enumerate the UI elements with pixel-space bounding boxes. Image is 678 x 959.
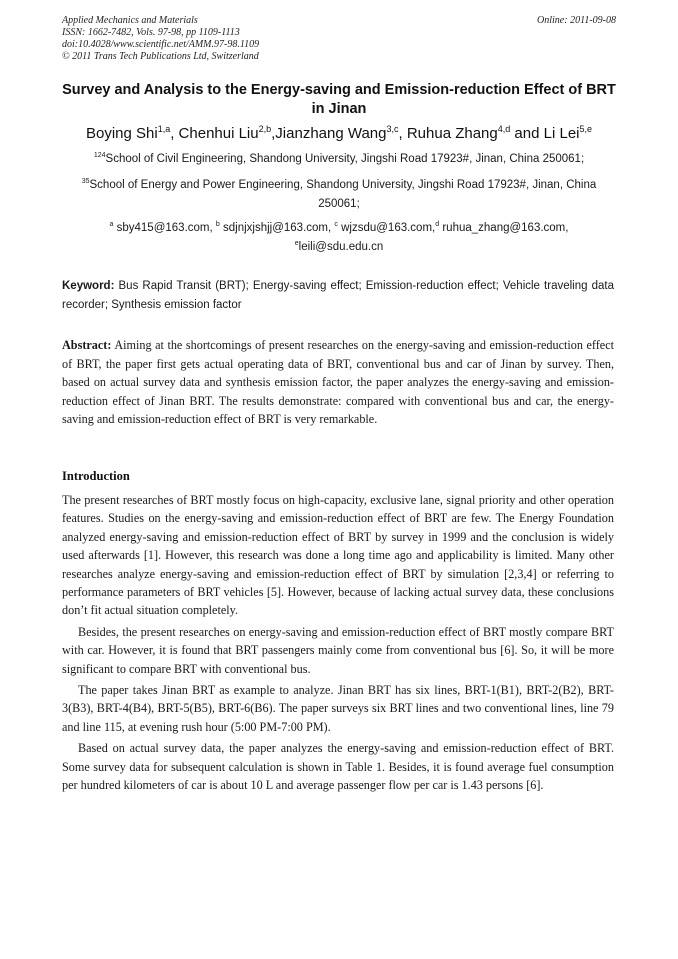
email: sby415@163.com,	[116, 222, 216, 234]
author-name: Chenhui Liu	[178, 125, 259, 142]
email-sup: b	[215, 221, 220, 229]
email-sup: e	[294, 240, 299, 248]
author-name: Boying Shi	[85, 125, 158, 142]
journal-copyright: © 2011 Trans Tech Publications Ltd, Switzerland	[62, 51, 259, 62]
affiliation-sup: 124	[93, 152, 106, 160]
introduction-body	[62, 491, 614, 795]
journal-name: Applied Mechanics and Materials	[62, 15, 198, 26]
email-sup: c	[334, 221, 338, 229]
keywords-label: Keyword:	[62, 280, 115, 292]
author-name: Li Lei	[543, 125, 580, 142]
author-list	[62, 124, 616, 144]
abstract-label: Abstract:	[62, 338, 112, 352]
author-sep: ,	[271, 125, 276, 142]
affiliation-sup: 35	[81, 178, 90, 186]
journal-doi: doi:10.4028/www.scientific.net/AMM.97-98.1109	[62, 39, 260, 50]
author-name: Jianzhang Wang	[275, 125, 387, 142]
author-sup: 2,b	[258, 124, 272, 134]
email-sup: d	[435, 221, 440, 229]
paragraph: The paper takes Jinan BRT as example to analyze. Jinan BRT has six lines, BRT-1(B1), BRT-2(B2), BRT-3(B3), BRT-4(B4), BRT-5(B5), BRT-6(B6). The paper surveys six BRT lines and two conventional lines, line 79 and line 115, at evening rush hour (5:00 PM-7:00 PM).	[62, 683, 614, 734]
author-sup: 1,a	[157, 124, 171, 134]
online-date: Online: 2011-09-08	[537, 15, 616, 26]
affiliation-text: School of Energy and Power Engineering, Shandong University, Jingshi Road 17923#, Jinan, China 250061;	[89, 179, 597, 210]
affiliation-text: School of Civil Engineering, Shandong University, Jingshi Road 17923#, Jinan, China 250061;	[105, 153, 585, 165]
abstract-text: Aiming at the shortcomings of present researches on the energy-saving and emission-reduction effect of BRT, the paper first gets actual operating data of BRT, conventional bus and car of Jinan by survey. Then, based on actual survey data and synthesis emission factor, the paper analyzes the energy-saving and emission-reduction effect of Jinan BRT. The results demonstrate: compared with conventional bus and car, the energy-saving and emission-reduction effect of BRT is very remarkable.	[62, 338, 615, 426]
author-sep: and	[510, 125, 544, 142]
section-heading-introduction: Introduction	[62, 469, 130, 483]
email: ruhua_zhang@163.com,	[442, 222, 569, 234]
paragraph: Based on actual survey data, the paper analyzes the energy-saving and emission-reduction effect of BRT. Some survey data for subsequent calculation is shown in Table 1. Besides, it is found average fuel consumption per hundred kilometers of car is about 10 L and average passenger flow per car is 1.43 persons [6].	[62, 741, 614, 793]
affiliation-1	[62, 150, 616, 169]
author-sup: 5,e	[579, 124, 593, 134]
abstract	[62, 336, 614, 429]
email-list	[62, 219, 616, 257]
author-sep: ,	[170, 125, 179, 142]
paragraph: Besides, the present researches on energy-saving and emission-reduction effect of BRT mostly compare BRT with car. However, it is found that BRT passengers mainly come from conventional bus [6]. So, it will be more significant to compare BRT with conventional bus.	[62, 624, 614, 676]
keywords	[62, 277, 614, 315]
email: wjzsdu@163.com,	[341, 222, 436, 234]
author-sep: ,	[398, 125, 407, 142]
affiliation-2	[62, 176, 616, 214]
paragraph: The present researches of BRT mostly focus on high-capacity, exclusive lane, signal priority and other operation features. Studies on the energy-saving and emission-reduction effect of BRT are few. The Energy Foundation analyzed energy-saving and emission-reduction effect of BRT by survey in 1999 and the conclusion is widely used afterwards [1]. However, this research was done a long time ago and applicability is limited. Many other researches analyze energy-saving and emission-reduction effect of BRT by simulation [2,3,4] or referring to performance parameters of BRT vehicles [5]. However, because of lacking actual survey data, these conclusions don’t fit actual situation completely.	[62, 493, 614, 618]
journal-issn: ISSN: 1662-7482, Vols. 97-98, pp 1109-1113	[62, 27, 240, 38]
author-sup: 3,c	[386, 124, 399, 134]
author-name: Ruhua Zhang	[406, 125, 498, 142]
email: sdjnjxjshjj@163.com,	[223, 222, 335, 234]
email: leili@sdu.edu.cn	[298, 241, 384, 253]
email-sup: a	[109, 221, 114, 229]
author-sup: 4,d	[497, 124, 511, 134]
paper-title: Survey and Analysis to the Energy-saving and Emission-reduction Effect of BRT in Jinan	[62, 82, 616, 117]
journal-header	[62, 15, 259, 63]
keywords-text: Bus Rapid Transit (BRT); Energy-saving effect; Emission-reduction effect; Vehicle traveling data recorder; Synthesis emission factor	[62, 280, 614, 311]
